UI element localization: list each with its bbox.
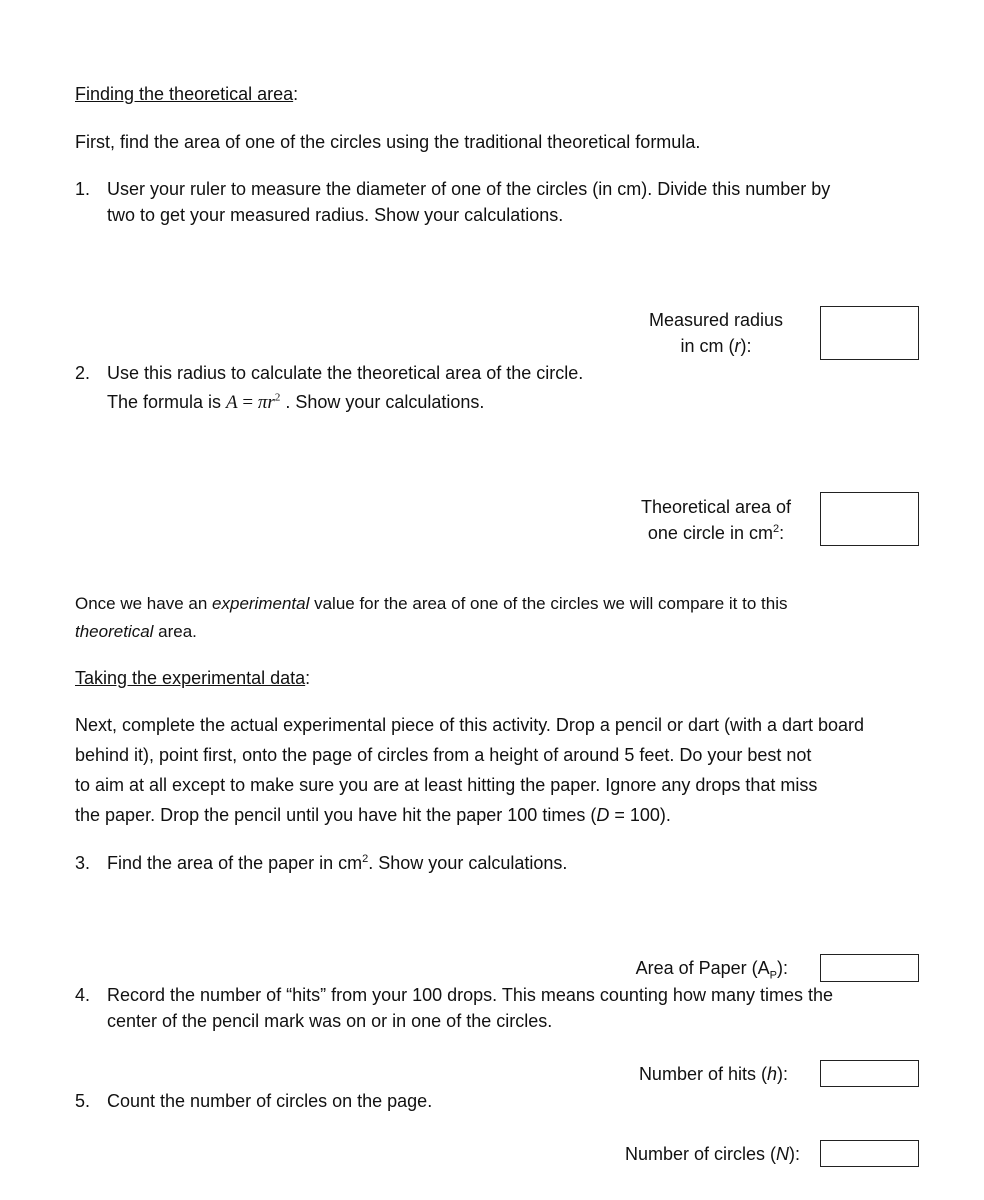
compare-line-1: Once we have an experimental value for the area of one of the circles we will compare it to this xyxy=(75,594,788,613)
measured-radius-answer-box[interactable] xyxy=(820,306,919,360)
theoretical-area-label: Theoretical area of one circle in $cm^2$: xyxy=(640,497,792,543)
compare-line-2: theoretical area. xyxy=(75,622,197,641)
question-number-1: 1. xyxy=(75,179,91,199)
experiment-paragraph-line-2: behind it), point first, onto the page of circles from a height of around 5 feet. Do your best not xyxy=(75,745,812,765)
measured-radius-label: Measured radius in cm (r): xyxy=(648,310,784,356)
question-number-3: 3. xyxy=(75,853,91,873)
experiment-paragraph-line-3: to aim at all except to make sure you are at least hitting the paper. Ignore any drops that miss xyxy=(75,775,818,795)
question-2-line-1: Use this radius to calculate the theoretical area of the circle. xyxy=(107,363,584,383)
question-4-line-2: center of the pencil mark was on or in one of the circles. xyxy=(107,1011,553,1031)
area-of-paper-answer-box[interactable] xyxy=(820,954,919,982)
question-number-2: 2. xyxy=(75,363,91,383)
question-3-text: Find the area of the paper in $cm^2$. Show your calculations. xyxy=(107,853,568,873)
experiment-paragraph-line-4: the paper. Drop the pencil until you have hit the paper 100 times (D = 100). xyxy=(75,805,671,825)
intro-text: First, find the area of one of the circles using the traditional theoretical formula. xyxy=(75,132,701,152)
question-5-text: Count the number of circles on the page. xyxy=(107,1091,433,1111)
area-formula: $A = \pi r^2$ xyxy=(226,391,281,413)
question-2-line-2: The formula is $A = \pi r^2$ . Show your calculations. xyxy=(107,391,485,413)
experiment-paragraph-line-1: Next, complete the actual experimental piece of this activity. Drop a pencil or dart (with a dart board xyxy=(75,715,865,735)
area-of-paper-label: Area of Paper $(A_P)$: xyxy=(635,958,788,982)
number-of-hits-label: Number of hits (h): xyxy=(638,1064,788,1084)
question-1-line-2: two to get your measured radius. Show your calculations. xyxy=(107,205,564,225)
number-of-circles-answer-box[interactable] xyxy=(820,1140,919,1167)
section-heading-experimental: Taking the experimental data: xyxy=(75,668,311,688)
theoretical-area-answer-box[interactable] xyxy=(820,492,919,546)
question-4-line-1: Record the number of “hits” from your 100 drops. This means counting how many times the xyxy=(107,985,834,1005)
number-of-circles-label: Number of circles (N): xyxy=(624,1144,800,1164)
number-of-hits-answer-box[interactable] xyxy=(820,1060,919,1087)
section-heading-theoretical: Finding the theoretical area: xyxy=(75,84,299,104)
question-number-4: 4. xyxy=(75,985,91,1005)
question-1-line-1: User your ruler to measure the diameter of one of the circles (in cm). Divide this number by xyxy=(107,179,831,199)
question-number-5: 5. xyxy=(75,1091,91,1111)
